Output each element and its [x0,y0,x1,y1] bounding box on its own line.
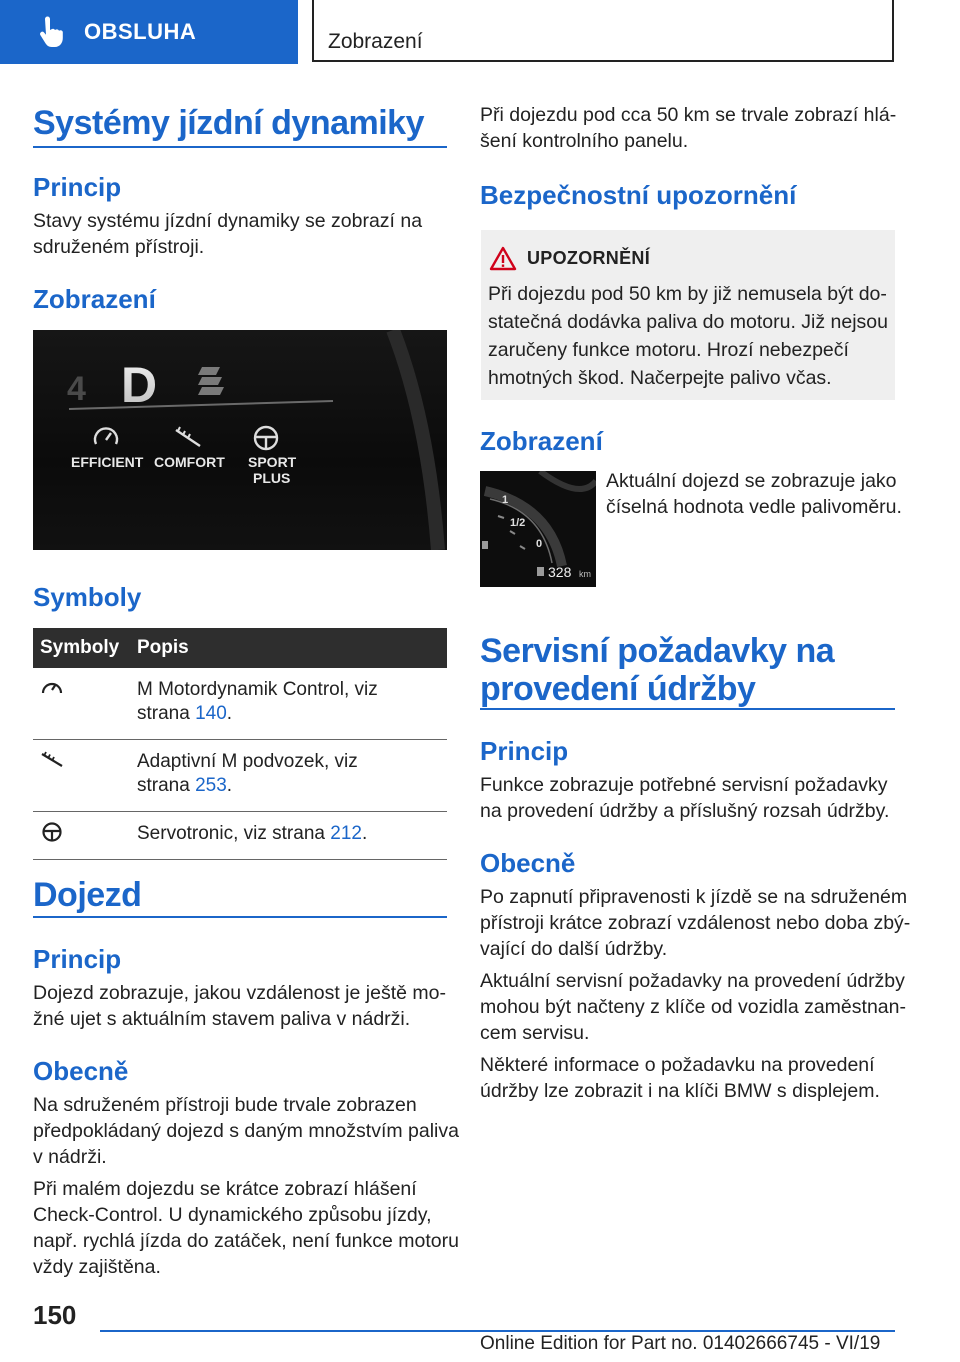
comfort-icon [176,427,200,446]
heading-service [480,632,834,708]
table-header [33,628,447,668]
text-part: . [226,775,233,796]
text-line: hmotných škod. Načerpejte palivo včas. [488,367,832,389]
text-line: cem servisu. [480,1022,590,1044]
chapter-label: OBSLUHA [84,19,197,44]
text-line: Aktuální dojezd se zobrazuje jako [606,470,897,492]
text-line: Aktuální servisní požadavky na provedení údržby [480,970,905,992]
subheading-princip: Princip [480,736,569,766]
text-line [137,822,447,846]
text-line: Při malém dojezdu se krátce zobrazí hlášení [33,1178,417,1200]
gauge-mark-half: 1/2 [510,517,526,529]
column-header-symbols: Symboly [40,637,120,658]
range-value: 328 [548,564,572,580]
zobrazeni-text [606,468,902,520]
obecne-text [33,1092,459,1280]
symbol-cell [33,668,137,739]
mode-efficient: EFFICIENT [71,454,144,470]
range-unit: km [579,569,591,579]
edition-text: Online Edition for Part no. 01402666745 - VI/19 [480,1333,881,1354]
text-line: Funkce zobrazuje potřebné servisní požadavky [480,774,888,796]
heading-line: Servisní požadavky na [480,632,835,670]
text-line: předpokládaný dojezd s daným množstvím paliva [33,1120,459,1142]
subheading-obecne: Obecně [480,848,576,878]
text-line: Stavy systému jízdní dynamiky se zobrazí na [33,210,423,232]
subheading-zobrazeni: Zobrazení [33,284,156,314]
steering-wheel-icon [255,427,277,449]
description-cell [137,668,447,739]
text-part: . [226,703,233,724]
text-line: údržby lze zobrazit i na klíči BMW s displejem. [480,1080,880,1102]
text-line: M Motordynamik Control, viz [137,679,378,700]
text-line: žné ujet s aktuálním stavem paliva v nádrži. [33,1008,411,1030]
text-line: Při dojezdu pod cca 50 km se trvale zobrazí hlá- [480,104,897,126]
warning-triangle-icon [489,246,517,272]
efficient-icon [95,428,117,444]
gear-ghost: 4 [67,370,86,408]
drive-mode-display-image [33,330,447,550]
description-cell [137,812,447,859]
text-line: Při dojezdu pod 50 km by již nemusela být do- [488,283,887,305]
fuel-gauge-illustration [480,471,596,587]
text-line: Check-Control. U dynamického způsobu jízdy, [33,1204,432,1226]
mode-plus: PLUS [253,470,291,486]
page-link[interactable]: 253 [195,775,227,796]
table-row [33,740,447,812]
cluster-illustration [33,330,447,550]
text-line: Adaptivní M podvozek, viz [137,751,358,772]
text-line: Po zapnutí připravenosti k jízdě se na sdruženém [480,886,908,908]
text-line: např. rychlá jízda do zatáček, není funkce motoru [33,1230,459,1252]
heading-rule [33,146,447,148]
text-line: statečná dodávka paliva do motoru. Již nejsou [488,311,888,333]
text-line [137,702,447,726]
subheading-safety: Bezpečnostní upozornění [480,180,797,210]
steering-wheel-icon [40,822,64,842]
mode-sport: SPORT [248,454,297,470]
table-row [33,812,447,860]
heading-rule [480,708,895,710]
heading-line: provedení údržby [480,670,756,708]
text-line [137,774,447,798]
subheading-princip: Princip [33,944,122,974]
text-line: vždy zajištěna. [33,1256,161,1278]
section-title: Zobrazení [328,30,423,53]
text-line: mohou být načteny z klíče od vozidla zaměstnan- [480,996,906,1018]
gauge-mark-empty: 0 [536,538,543,550]
symbol-cell [33,740,137,811]
text-line: šení kontrolního panelu. [480,130,689,152]
text-line: na provedení údržby a příslušný rozsah údržby. [480,800,890,822]
text-line: v nádrži. [33,1146,107,1168]
chapter-tab [0,0,298,64]
text-line: zaručeny funkce motoru. Hrozí nebezpečí [488,339,849,361]
heading-rule [33,916,447,918]
footer-rule [100,1330,895,1332]
text-part: strana [137,775,196,796]
text-line: vající do další údržby. [480,938,668,960]
text-part: Servotronic, viz strana [137,823,331,844]
page-link[interactable]: 140 [195,703,227,724]
description-cell [137,740,447,811]
text-part: strana [137,703,196,724]
subheading-obecne: Obecně [33,1056,129,1086]
fuel-gauge-image [480,471,596,587]
gauge-mark-full: 1 [502,494,509,506]
gear-letter: D [121,357,158,413]
warning-text [488,280,888,392]
table-row [33,668,447,740]
text-line: Na sdruženém přístroji bude trvale zobrazen [33,1094,417,1116]
text-line: sdruženém přístroji. [33,236,205,258]
page-number: 150 [33,1300,77,1330]
mode-comfort: COMFORT [154,454,225,470]
princip-text [480,772,889,824]
heading-driving-dynamics: Systémy jízdní dynamiky [33,104,424,142]
hand-pointer-icon [34,15,68,49]
subheading-princip: Princip [33,172,122,202]
fuel-pump-small-icon [482,541,488,549]
suspension-icon [40,750,64,770]
text-line: číselná hodnota vedle palivoměru. [606,496,902,518]
princip-text [33,208,422,260]
heading-dojezd: Dojezd [33,876,142,914]
column-header-description: Popis [137,637,189,658]
warning-title: UPOZORNĚNÍ [527,248,651,268]
tachometer-icon [40,678,64,698]
subheading-symboly: Symboly [33,582,142,612]
subheading-zobrazeni: Zobrazení [480,426,603,456]
text-line: přístroji krátce zobrazí vzdálenost nebo doba zbý- [480,912,911,934]
page-link[interactable]: 212 [330,823,362,844]
text-line: Některé informace o požadavku na provedení [480,1054,875,1076]
symbols-table [33,628,447,860]
range-intro-text [480,102,896,154]
section-header [312,0,894,62]
text-line: Dojezd zobrazuje, jakou vzdálenost je ještě mo- [33,982,446,1004]
princip-text [33,980,446,1032]
fuel-pump-icon [537,567,544,576]
symbol-cell [33,812,137,859]
text-part: . [361,823,368,844]
obecne-text [480,884,910,1104]
warning-box [481,230,895,400]
